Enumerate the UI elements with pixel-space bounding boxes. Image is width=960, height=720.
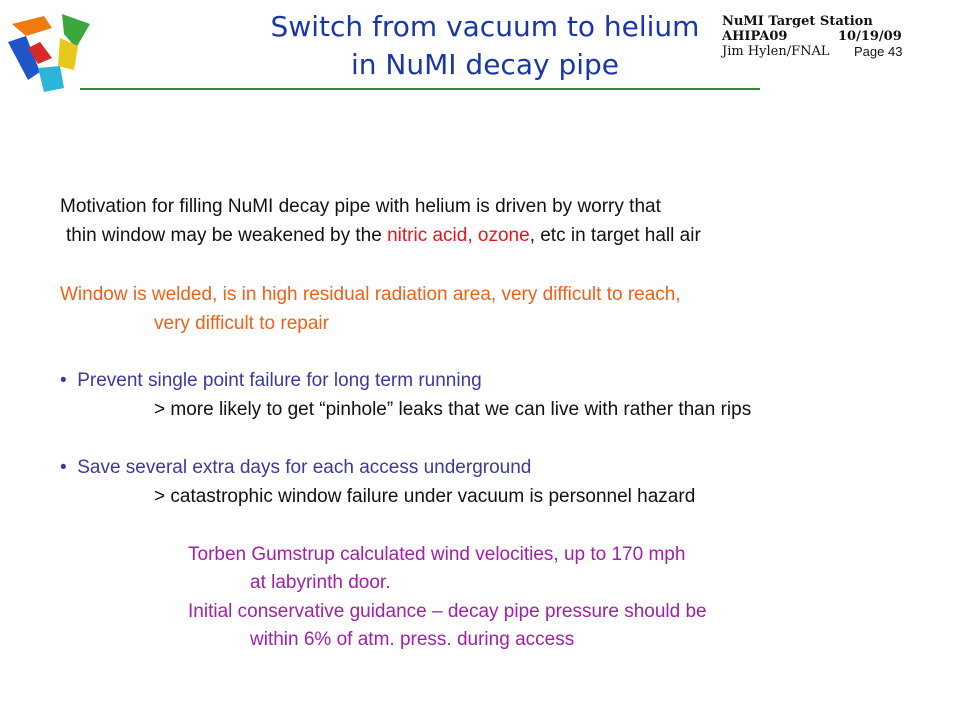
- bullet-marker: •: [60, 457, 67, 478]
- conference-date: 10/19/09: [838, 29, 902, 44]
- motivation-line-2: [66, 221, 701, 250]
- bullet-marker: •: [60, 370, 67, 391]
- conference-name: AHIPA09: [722, 29, 788, 44]
- motivation-tail: , etc in target hall air: [529, 225, 701, 246]
- window-line-1: Window is welded, is in high residual radiation area, very difficult to reach,: [60, 284, 681, 305]
- bullet-2-sub: > catastrophic window failure under vacuum is personnel hazard: [154, 486, 696, 507]
- bullet-2-text: Save several extra days for each access underground: [77, 457, 532, 478]
- motivation-text: thin window may be weakened by the: [66, 225, 388, 246]
- bullet-1: [60, 366, 482, 395]
- note-1-line-2: at labyrinth door.: [250, 572, 391, 593]
- bullet-2: [60, 453, 531, 482]
- page-number: Page 43: [854, 44, 903, 59]
- bullet-1-text: Prevent single point failure for long term running: [77, 370, 482, 391]
- window-line-2: very difficult to repair: [154, 313, 329, 334]
- note-2-line-1: Initial conservative guidance – decay pipe pressure should be: [188, 601, 707, 622]
- note-1-line-1: Torben Gumstrup calculated wind velocities, up to 170 mph: [188, 544, 686, 565]
- title-line-1: Switch from vacuum to helium: [270, 10, 700, 43]
- station-label: NuMI Target Station: [722, 14, 873, 29]
- nitric-acid-highlight: nitric acid,: [387, 225, 473, 246]
- title-line-2: in NuMI decay pipe: [350, 48, 619, 81]
- motivation-line-1: Motivation for filling NuMI decay pipe with helium is driven by worry that: [60, 196, 661, 217]
- ozone-highlight: ozone: [477, 225, 530, 246]
- bullet-1-sub: > more likely to get “pinhole” leaks that we can live with rather than rips: [154, 399, 752, 420]
- note-2-line-2: within 6% of atm. press. during access: [250, 629, 575, 650]
- author-name: Jim Hylen/FNAL: [722, 44, 830, 59]
